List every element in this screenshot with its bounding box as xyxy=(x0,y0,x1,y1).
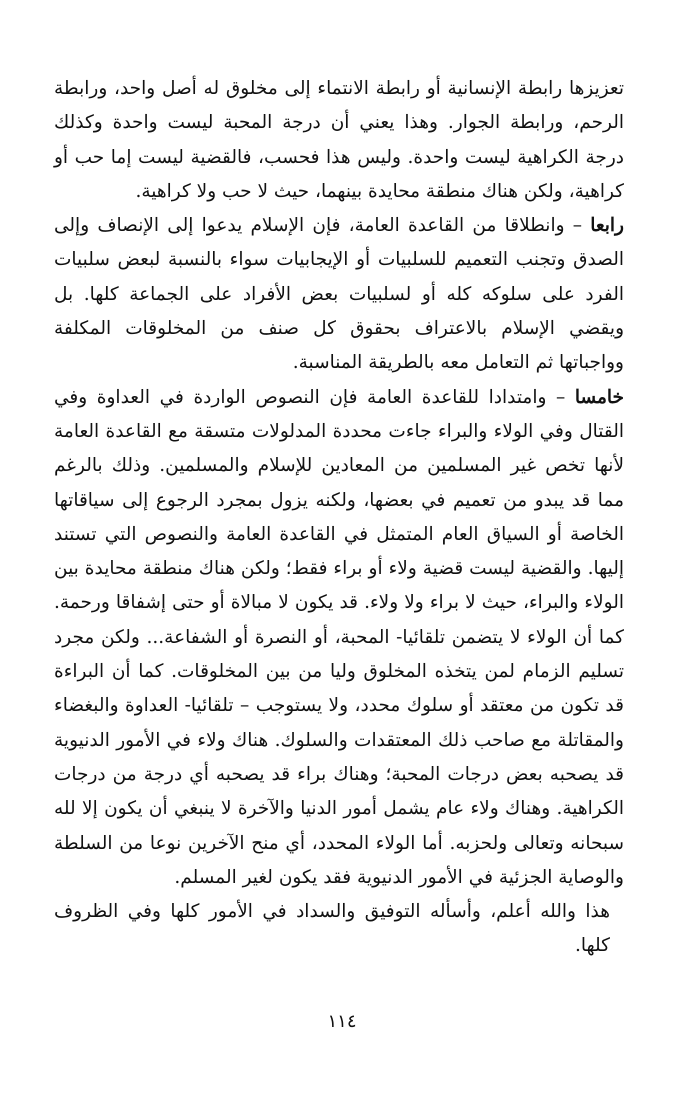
paragraph-lead-word: رابعا xyxy=(590,215,624,237)
paragraph-closing xyxy=(54,895,624,964)
paragraph-text: تعزيزها رابطة الإنسانية أو رابطة الانتماء إلى مخلوق له أصل واحد، ورابطة الرحم، ورابطة الجوار. وهذا يعني أن درجة المحبة ليست واحدة وكذلك درجة الكراهية ليست واحدة. وليس هذا فحسب، فالقضية ليست إما حب أو كراهية، ولكن هناك منطقة محايدة بينهما، حيث لا حب ولا كراهية. xyxy=(54,78,624,202)
paragraph-text: – وانطلاقا من القاعدة العامة، فإن الإسلام يدعوا إلى الإنصاف وإلى الصدق وتجنب التعميم للسلبيات أو الإيجابيات سواء بالنسبة لبعض سلبيات الفرد على سلوكه كله أو لسلبيات بعض الأفراد على الجماعة كلها. بل ويقضي الإسلام بالاعتراف بحقوق كل صنف من المخلوقات المكلفة وواجباتها ثم التعامل معه بالطريقة المناسبة. xyxy=(54,215,624,374)
paragraph-lead-word: خامسا xyxy=(574,386,624,408)
page-number: ١١٤ xyxy=(327,1011,357,1032)
paragraph-fifth-point xyxy=(54,381,624,895)
paragraph-fourth-point xyxy=(54,209,624,380)
paragraph-continuation xyxy=(54,72,624,209)
paragraph-text: – وامتدادا للقاعدة العامة فإن النصوص الواردة في العداوة وفي القتال وفي الولاء والبراء جاءت محددة المدلولات متسقة مع القاعدة العامة لأنها تخص غير المسلمين من المعادين للإسلام والمسلمين. وذلك بالرغم مما قد يبدو من تعميم في بعضها، ولكنه يزول بمجرد الرجوع إلى سياقاتها الخاصة أو السياق العام المتمثل في القاعدة العامة والنصوص التي تستند إليها. والقضية ليست قضية ولاء أو براء فقط؛ ولكن هناك منطقة محايدة بين الولاء والبراء، حيث لا براء ولا ولاء. قد يكون لا مبالاة أو حتى إشفاقا ورحمة. كما أن الولاء لا يتضمن تلقائيا- المحبة، أو النصرة أو الشفاعة... ولكن مجرد تسليم الزمام لمن يتخذه المخلوق وليا من بين المخلوقات. كما أن البراءة قد تكون من معتقد أو سلوك محدد، ولا يستوجب – تلقائيا- العداوة والبغضاء والمقاتلة مع صاحب ذلك المعتقدات والسلوك. هناك ولاء في الأمور الدنيوية قد يصحبه بعض درجات المحبة؛ وهناك براء قد يصحبه أي درجة من درجات الكراهية. وهناك ولاء عام يشمل أمور الدنيا والآخرة لا ينبغي أن يكون إلا لله سبحانه وتعالى ولحزبه. أما الولاء المحدد، أي منح الآخرين نوعا من السلطة والوصاية الجزئية في الأمور الدنيوية فقد يكون لغير المسلم. xyxy=(54,386,624,888)
paragraph-text: هذا والله أعلم، وأسأله التوفيق والسداد في الأمور كلها وفي الظروف كلها. xyxy=(54,901,610,957)
body-text xyxy=(54,72,624,964)
